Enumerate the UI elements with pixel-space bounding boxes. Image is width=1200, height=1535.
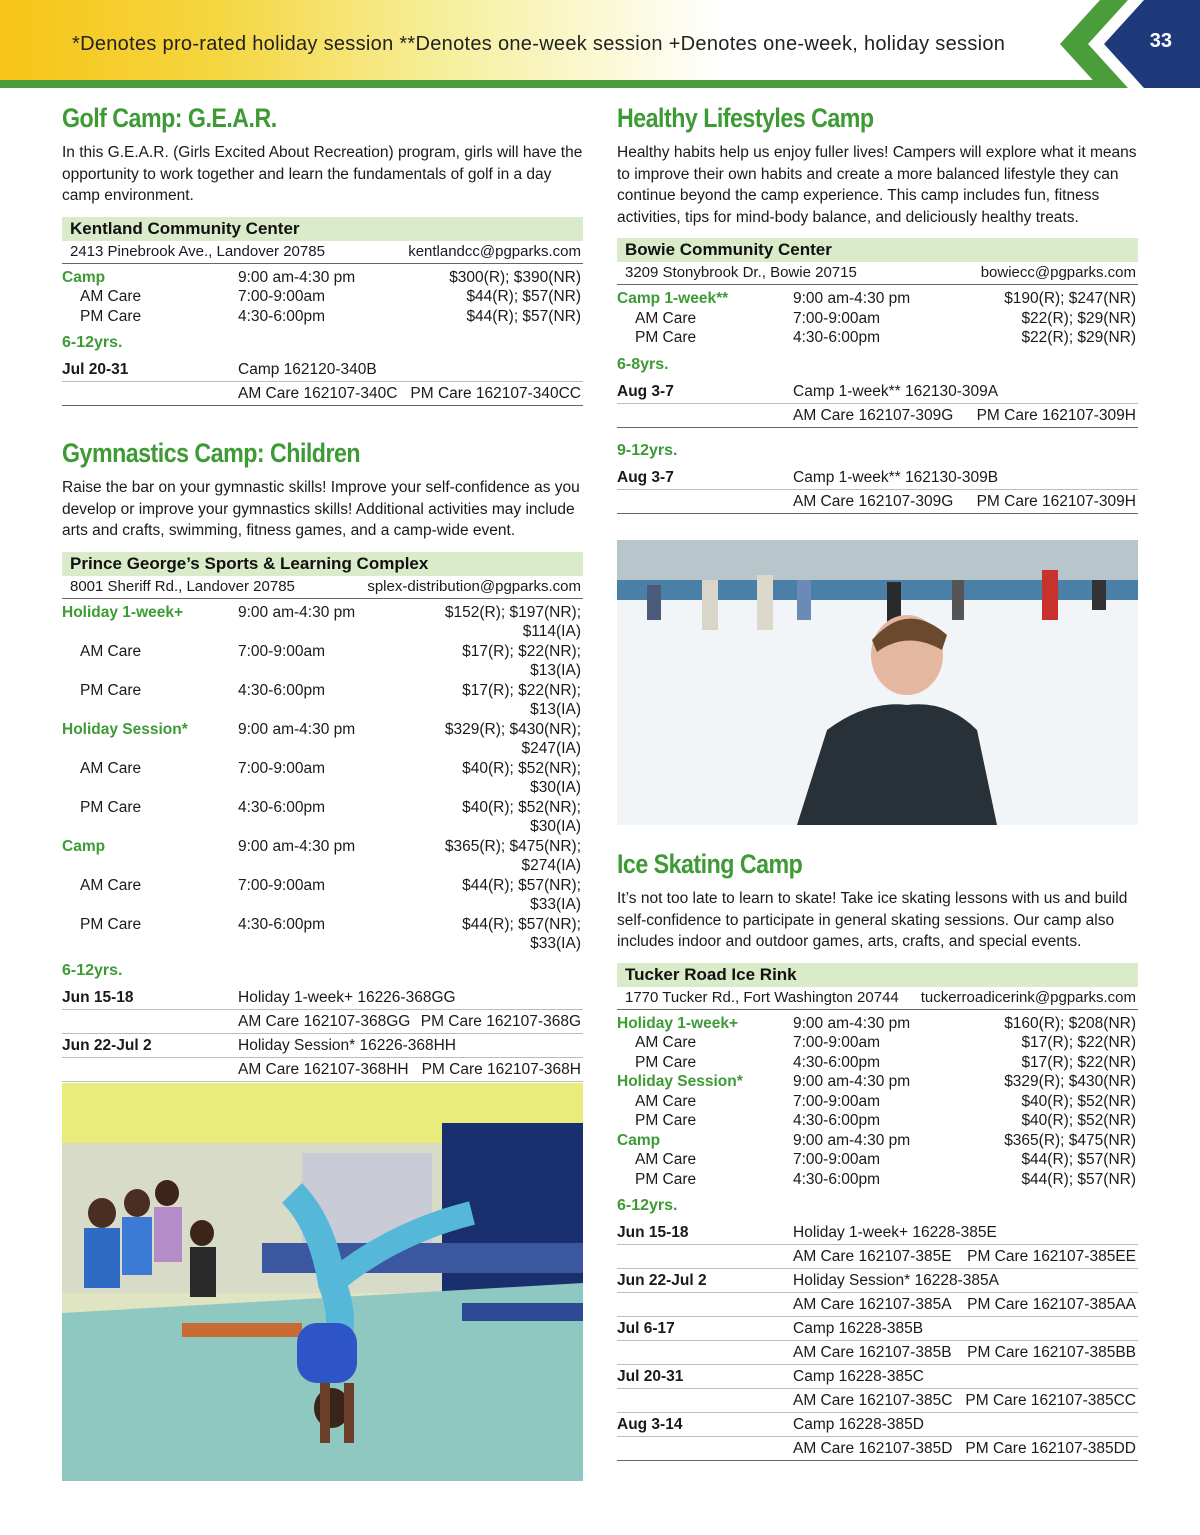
- course-code: Camp 162120-340B: [238, 361, 377, 378]
- course-code: AM Care 162107-385C: [793, 1392, 953, 1409]
- schedule-row: [62, 1010, 583, 1034]
- price-table: [617, 1014, 1138, 1190]
- schedule-row: [617, 466, 1138, 490]
- price-label: PM Care: [635, 1112, 697, 1129]
- course-code: Camp 1-week** 162130-309B: [793, 468, 999, 486]
- price-label: AM Care: [80, 288, 142, 305]
- price-label: Camp 1-week**: [617, 290, 729, 307]
- price-fee: $40(R); $52(NR); $30(IA): [462, 798, 581, 835]
- price-label: AM Care: [80, 759, 142, 777]
- price-label: PM Care: [635, 1053, 697, 1071]
- section-title: Gymnastics Camp: Children: [62, 438, 361, 468]
- price-row: [617, 1072, 1138, 1092]
- price-row: [62, 837, 583, 876]
- schedule-row: [617, 1413, 1138, 1437]
- price-time: 7:00-9:00am: [238, 759, 326, 777]
- price-fee: $22(R); $29(NR): [1021, 309, 1136, 327]
- schedule-codes: [793, 1269, 1138, 1292]
- price-time: 4:30-6:00pm: [238, 915, 326, 933]
- schedule-date: Aug 3-7: [617, 468, 674, 486]
- price-table: [62, 268, 583, 327]
- price-time: 4:30-6:00pm: [793, 1053, 881, 1071]
- schedule-row: [617, 1293, 1138, 1317]
- course-code: Holiday 1-week+ 16228-385E: [793, 1224, 997, 1241]
- price-row: [617, 1150, 1138, 1170]
- header-rule: [0, 80, 1200, 88]
- schedule-codes: [793, 1317, 1138, 1340]
- age-group: 6-8yrs.: [617, 355, 669, 373]
- age-group: 6-12yrs.: [617, 1197, 678, 1214]
- schedule-date: Jun 22-Jul 2: [62, 1036, 152, 1054]
- course-code: Holiday Session* 16226-368HH: [238, 1036, 456, 1054]
- venue-name: Kentland Community Center: [62, 217, 583, 241]
- price-fee: $160(R); $208(NR): [1004, 1014, 1136, 1032]
- section-description: Raise the bar on your gymnastic skills! Improve your self-confidence as you develop or improve your gymnastics skills! Additional activities may include arts and crafts, swimming, fitness games, and a camp-wide event.: [62, 479, 580, 539]
- price-fee: $190(R); $247(NR): [1004, 290, 1136, 307]
- schedule-date: [62, 382, 238, 405]
- pm-care-code: PM Care 162107-385AA: [967, 1296, 1136, 1313]
- price-row: [62, 876, 583, 915]
- price-fee: $329(R); $430(NR): [1004, 1073, 1136, 1090]
- price-label: AM Care: [635, 1092, 697, 1110]
- schedule-codes: [793, 1437, 1138, 1460]
- schedule-row: [617, 1221, 1138, 1245]
- price-fee: $152(R); $197(NR); $114(IA): [444, 603, 581, 640]
- schedule-date: [617, 1293, 793, 1316]
- pm-care-code: PM Care 162107-385BB: [967, 1344, 1136, 1361]
- price-time: 9:00 am-4:30 pm: [793, 290, 911, 307]
- schedule-table: [617, 1221, 1138, 1461]
- price-row: [62, 603, 583, 642]
- course-code: Holiday Session* 16228-385A: [793, 1272, 999, 1289]
- schedule-date: Aug 3-7: [617, 382, 674, 400]
- schedule-row: [617, 1269, 1138, 1293]
- price-fee: $365(R); $475(NR): [1004, 1131, 1136, 1149]
- price-row: [617, 1053, 1138, 1073]
- age-group: 6-12yrs.: [62, 961, 123, 979]
- course-code: AM Care 162107-385A: [793, 1296, 952, 1313]
- pm-care-code: PM Care 162107-340CC: [410, 385, 581, 402]
- price-time: 7:00-9:00am: [793, 1151, 881, 1168]
- price-label: PM Care: [80, 798, 142, 816]
- course-code: AM Care 162107-309G: [793, 492, 954, 510]
- schedule-codes: [238, 986, 583, 1009]
- schedule-date: Jun 15-18: [62, 988, 134, 1006]
- price-fee: $22(R); $29(NR): [1021, 329, 1136, 346]
- course-code: AM Care 162107-385B: [793, 1344, 952, 1361]
- venue-email-link[interactable]: bowiecc@pgparks.com: [980, 264, 1136, 281]
- price-time: 9:00 am-4:30 pm: [793, 1131, 911, 1149]
- price-row: [617, 328, 1138, 348]
- schedule-codes: [793, 1221, 1138, 1244]
- venue-address: 3209 Stonybrook Dr., Bowie 20715: [625, 264, 857, 281]
- price-time: 9:00 am-4:30 pm: [238, 720, 356, 738]
- gymnastics-photo: [62, 1083, 583, 1481]
- pm-care-code: PM Care 162107-385EE: [967, 1248, 1136, 1265]
- price-time: 9:00 am-4:30 pm: [793, 1073, 911, 1090]
- schedule-row: [617, 1389, 1138, 1413]
- price-label: AM Care: [635, 1034, 697, 1051]
- price-time: 4:30-6:00pm: [793, 1170, 881, 1188]
- price-label: AM Care: [80, 642, 142, 660]
- price-time: 4:30-6:00pm: [238, 307, 326, 325]
- price-time: 4:30-6:00pm: [793, 329, 881, 346]
- schedule-codes: [793, 1245, 1138, 1268]
- price-fee: $44(R); $57(NR): [466, 288, 581, 305]
- price-row: [617, 1131, 1138, 1151]
- venue-info: [617, 262, 1138, 285]
- schedule-codes: [793, 490, 1138, 513]
- price-row: [62, 798, 583, 837]
- schedule-row: [617, 1365, 1138, 1389]
- price-time: 7:00-9:00am: [238, 876, 326, 894]
- schedule-row: [617, 380, 1138, 404]
- schedule-codes: [238, 382, 583, 405]
- price-row: [617, 309, 1138, 329]
- course-code: AM Care 162107-309G: [793, 406, 954, 424]
- pm-care-code: PM Care 162107-309H: [976, 492, 1136, 510]
- pm-care-code: PM Care 162107-385DD: [965, 1440, 1136, 1457]
- price-row: [617, 1170, 1138, 1190]
- schedule-date: [617, 404, 793, 427]
- price-time: 4:30-6:00pm: [793, 1112, 881, 1129]
- price-fee: $44(R); $57(NR): [1021, 1170, 1136, 1188]
- schedule-date: Jul 6-17: [617, 1320, 675, 1337]
- schedule-codes: [793, 1389, 1138, 1412]
- price-label: PM Care: [80, 681, 142, 699]
- price-time: 9:00 am-4:30 pm: [238, 603, 356, 621]
- section-description: It’s not too late to learn to skate! Take ice skating lessons with us and build self-confidence to participate in general skating sessions. Our camp also includes indoor and outdoor games, arts, crafts, and special events.: [617, 890, 1128, 950]
- price-fee: $17(R); $22(NR); $13(IA): [462, 642, 581, 679]
- ice-skating-photo: [617, 540, 1138, 825]
- price-row: [62, 720, 583, 759]
- age-group: 6-12yrs.: [62, 334, 123, 351]
- price-label: Holiday Session*: [617, 1073, 743, 1090]
- schedule-date: [617, 1437, 793, 1460]
- price-label: Holiday Session*: [62, 720, 188, 738]
- schedule-codes: [793, 466, 1138, 489]
- course-code: AM Care 162107-368HH: [238, 1060, 409, 1078]
- venue-address: 2413 Pinebrook Ave., Landover 20785: [70, 242, 325, 260]
- price-time: 7:00-9:00am: [793, 1092, 881, 1110]
- schedule-date: [617, 1341, 793, 1364]
- section-description: In this G.E.A.R. (Girls Excited About Recreation) program, girls will have the opportunity to work together and learn the fundamentals of golf in a day camp environment.: [62, 144, 583, 204]
- venue-email-link[interactable]: splex-distribution@pgparks.com: [367, 577, 581, 595]
- price-label: PM Care: [635, 1170, 697, 1188]
- schedule-codes: [238, 1058, 583, 1081]
- course-code: AM Care 162107-385D: [793, 1440, 953, 1457]
- course-code: Holiday 1-week+ 16226-368GG: [238, 988, 456, 1006]
- schedule-date: [617, 1245, 793, 1268]
- price-fee: $44(R); $57(NR); $33(IA): [462, 876, 581, 913]
- schedule-row: [617, 1317, 1138, 1341]
- price-fee: $17(R); $22(NR); $13(IA): [462, 681, 581, 718]
- price-time: 9:00 am-4:30 pm: [793, 1014, 911, 1032]
- schedule-row: [617, 1437, 1138, 1461]
- price-row: [62, 915, 583, 954]
- healthy-lifestyles-camp-section: [617, 100, 1138, 514]
- section-title: Healthy Lifestyles Camp: [617, 103, 874, 133]
- chevron-page-marker: [1040, 0, 1200, 88]
- schedule-codes: [793, 1413, 1138, 1436]
- age-group: 9-12yrs.: [617, 441, 678, 459]
- schedule-table: [617, 380, 1138, 428]
- schedule-codes: [793, 1293, 1138, 1316]
- price-fee: $365(R); $475(NR); $274(IA): [444, 837, 581, 874]
- price-fee: $17(R); $22(NR): [1021, 1053, 1136, 1071]
- venue-info: [62, 576, 583, 599]
- price-label: PM Care: [80, 915, 142, 933]
- pm-care-code: PM Care 162107-368H: [421, 1060, 581, 1078]
- schedule-date: [62, 1010, 238, 1033]
- price-table: [617, 289, 1138, 348]
- price-fee: $44(R); $57(NR); $33(IA): [462, 915, 581, 952]
- price-label: Holiday 1-week+: [617, 1014, 739, 1032]
- schedule-codes: [793, 380, 1138, 403]
- venue-email-link[interactable]: kentlandcc@pgparks.com: [408, 242, 581, 260]
- price-row: [62, 287, 583, 307]
- price-time: 7:00-9:00am: [793, 309, 881, 327]
- venue-info: [62, 241, 583, 264]
- price-row: [62, 642, 583, 681]
- pm-care-code: PM Care 162107-368G: [420, 1012, 581, 1030]
- schedule-row: [617, 1341, 1138, 1365]
- price-fee: $40(R); $52(NR); $30(IA): [462, 759, 581, 796]
- schedule-row: [617, 1245, 1138, 1269]
- price-row: [62, 759, 583, 798]
- venue-address: 8001 Sheriff Rd., Landover 20785: [70, 577, 295, 595]
- price-time: 4:30-6:00pm: [238, 798, 326, 816]
- course-code: AM Care 162107-368GG: [238, 1012, 411, 1030]
- price-time: 7:00-9:00am: [238, 642, 326, 660]
- price-fee: $40(R); $52(NR): [1021, 1092, 1136, 1110]
- venue-name: Bowie Community Center: [617, 238, 1138, 262]
- price-row: [617, 1014, 1138, 1034]
- schedule-row: [62, 986, 583, 1010]
- price-row: [62, 268, 583, 288]
- section-title: Ice Skating Camp: [617, 849, 803, 879]
- schedule-row: [62, 1034, 583, 1058]
- pm-care-code: PM Care 162107-309H: [976, 406, 1136, 424]
- schedule-table: [617, 466, 1138, 514]
- price-fee: $44(R); $57(NR): [1021, 1151, 1136, 1168]
- venue-info: [617, 987, 1138, 1010]
- schedule-row: [617, 490, 1138, 514]
- price-label: Camp: [62, 837, 106, 855]
- ice-skating-camp-section: [617, 846, 1138, 1461]
- course-code: Camp 1-week** 162130-309A: [793, 382, 999, 400]
- pm-care-code: PM Care 162107-385CC: [965, 1392, 1136, 1409]
- schedule-row: [617, 404, 1138, 428]
- schedule-table: [62, 358, 583, 406]
- schedule-codes: [238, 358, 583, 381]
- price-label: Holiday 1-week+: [62, 603, 184, 621]
- price-time: 9:00 am-4:30 pm: [238, 268, 356, 286]
- page-header: [0, 0, 1200, 88]
- course-code: Camp 16228-385C: [793, 1368, 924, 1385]
- price-row: [617, 1111, 1138, 1131]
- page-number: 33: [1149, 30, 1172, 52]
- course-code: AM Care 162107-385E: [793, 1248, 952, 1265]
- price-fee: $300(R); $390(NR): [449, 268, 581, 286]
- schedule-date: Jul 20-31: [617, 1368, 684, 1385]
- course-code: Camp 16228-385D: [793, 1416, 924, 1433]
- golf-camp-section: [62, 100, 583, 406]
- session-legend-note: *Denotes pro-rated holiday session **Denotes one-week session +Denotes one-week, holiday session: [72, 33, 1006, 55]
- schedule-codes: [793, 1341, 1138, 1364]
- price-label: AM Care: [635, 309, 697, 327]
- course-code: Camp 16228-385B: [793, 1320, 924, 1337]
- schedule-date: Jun 15-18: [617, 1224, 689, 1241]
- schedule-date: [62, 1058, 238, 1081]
- schedule-codes: [793, 1365, 1138, 1388]
- schedule-date: [617, 1389, 793, 1412]
- price-label: AM Care: [635, 1151, 697, 1168]
- schedule-row: [62, 358, 583, 382]
- price-time: 9:00 am-4:30 pm: [238, 837, 356, 855]
- price-time: 7:00-9:00am: [793, 1034, 881, 1051]
- schedule-codes: [238, 1034, 583, 1057]
- price-row: [617, 289, 1138, 309]
- schedule-codes: [238, 1010, 583, 1033]
- price-row: [62, 307, 583, 327]
- price-time: 4:30-6:00pm: [238, 681, 326, 699]
- section-title: Golf Camp: G.E.A.R.: [62, 103, 277, 133]
- venue-address: 1770 Tucker Rd., Fort Washington 20744: [625, 988, 899, 1006]
- price-label: Camp: [617, 1131, 661, 1149]
- price-label: PM Care: [635, 329, 697, 346]
- price-fee: $329(R); $430(NR); $247(IA): [444, 720, 581, 757]
- price-label: Camp: [62, 268, 106, 286]
- venue-email-link[interactable]: tuckerroadicerink@pgparks.com: [920, 988, 1136, 1006]
- schedule-codes: [793, 404, 1138, 427]
- price-fee: $17(R); $22(NR): [1021, 1034, 1136, 1051]
- venue-name: Prince George’s Sports & Learning Complex: [62, 552, 583, 576]
- price-label: AM Care: [80, 876, 142, 894]
- price-label: PM Care: [80, 307, 142, 325]
- schedule-date: Aug 3-14: [617, 1416, 683, 1433]
- schedule-date: Jul 20-31: [62, 361, 129, 378]
- schedule-row: [62, 1058, 583, 1082]
- schedule-row: [62, 382, 583, 406]
- price-time: 7:00-9:00am: [238, 288, 326, 305]
- price-row: [617, 1092, 1138, 1112]
- section-description: Healthy habits help us enjoy fuller lives! Campers will explore what it means to improve their own habits and create a more balanced lifestyle they can continue beyond the camp experience. This camp includes fun, fitness activities, tips for mind-body balance, and deliciously healthy treats.: [617, 144, 1137, 226]
- price-fee: $44(R); $57(NR): [466, 307, 581, 325]
- schedule-date: Jun 22-Jul 2: [617, 1272, 707, 1289]
- course-code: AM Care 162107-340C: [238, 385, 398, 402]
- venue-name: Tucker Road Ice Rink: [617, 963, 1138, 987]
- schedule-date: [617, 490, 793, 513]
- price-row: [617, 1033, 1138, 1053]
- price-fee: $40(R); $52(NR): [1021, 1112, 1136, 1129]
- price-row: [62, 681, 583, 720]
- price-table: [62, 603, 583, 954]
